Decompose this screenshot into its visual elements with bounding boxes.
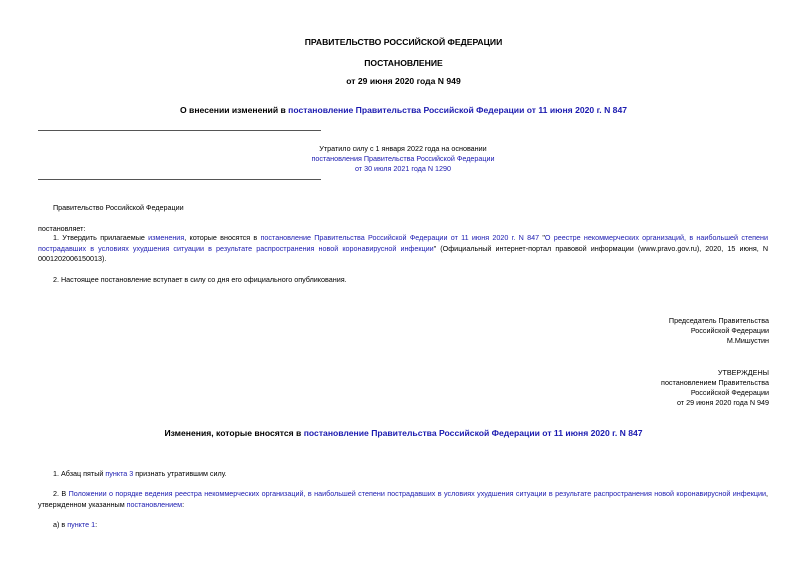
document-date: от 29 июня 2020 года N 949 xyxy=(346,76,461,86)
point-3-link[interactable]: пункта 3 xyxy=(105,469,134,478)
approved-line3: Российской Федерации xyxy=(690,388,769,397)
paragraph-1-text-d: " (Официальный интернет-портал правовой информации (www.pravo.gov.ru), 2020, 15 июня, N 0001202006150013). xyxy=(38,243,769,263)
signature-line3: М.Мишустин xyxy=(726,336,769,345)
divider-top xyxy=(38,130,321,131)
changes-title-link[interactable]: постановление Правительства Российской Федерации от 11 июня 2020 г. N 847 xyxy=(303,428,643,438)
paragraph-1-text-c: " xyxy=(539,233,545,242)
paragraph-1-text-b: , которые вносятся в xyxy=(184,233,261,242)
registry-title-link[interactable]: О реестре некоммерческих организаций, в наибольшей степени пострадавших в условиях ухудшения ситуации в результате распространения новой коронавирусной инфекции xyxy=(38,233,768,253)
signature-line1: Председатель Правительства xyxy=(668,316,769,325)
paragraph-2: 2. Настоящее постановление вступает в силу со дня его официального опубликования. xyxy=(53,275,347,284)
regulation-link[interactable]: Положении о порядке ведения реестра некоммерческих организаций, в наибольшей степени пострадавших в условиях ухудшения ситуации в результате распространения новой коронавирусной инфекции xyxy=(68,489,766,498)
document-title xyxy=(0,105,807,115)
paragraph-1-text-a: 1. Утвердить прилагаемые xyxy=(53,233,149,242)
approved-line4: от 29 июня 2020 года N 949 xyxy=(676,398,769,407)
document-title-text: О внесении изменений в xyxy=(179,105,289,115)
decree-word: постановляет: xyxy=(38,224,86,233)
change-item-2-text-a: 2. В xyxy=(53,489,69,498)
intro-text: Правительство Российской Федерации xyxy=(53,203,184,212)
change-item-a xyxy=(53,520,97,530)
approved-line2: постановлением Правительства xyxy=(661,378,769,387)
approved-line1: УТВЕРЖДЕНЫ xyxy=(717,368,769,377)
status-note-line1: Утратило силу с 1 января 2022 года на основании xyxy=(319,144,487,153)
change-item-1 xyxy=(53,469,227,479)
change-item-2 xyxy=(38,489,768,510)
change-item-2-text-b: , утвержденном указанным xyxy=(38,489,768,509)
changes-title-text: Изменения, которые вносятся в xyxy=(164,428,304,438)
resolution-847-link[interactable]: постановление Правительства Российской Федерации от 11 июня 2020 г. N 847 xyxy=(260,233,540,242)
change-item-1-text-b: признать утратившим силу. xyxy=(133,469,227,478)
status-note-link-line3[interactable]: от 30 июля 2021 года N 1290 xyxy=(354,164,452,173)
changes-title xyxy=(0,428,807,438)
point-1-link[interactable]: пункте 1 xyxy=(67,520,96,529)
paragraph-1 xyxy=(38,233,768,265)
change-item-a-text-b: : xyxy=(95,520,98,529)
divider-bottom xyxy=(38,179,321,180)
government-heading: ПРАВИТЕЛЬСТВО РОССИЙСКОЙ ФЕДЕРАЦИИ xyxy=(304,37,503,47)
change-item-2-text-c: : xyxy=(182,499,185,509)
title-link[interactable]: постановление Правительства Российской Федерации от 11 июня 2020 г. N 847 xyxy=(288,105,627,115)
change-item-1-text-a: 1. Абзац пятый xyxy=(53,469,106,478)
signature-line2: Российской Федерации xyxy=(690,326,769,335)
resolution-link[interactable]: постановлением xyxy=(126,499,183,509)
status-note-link-line2[interactable]: постановления Правительства Российской Федерации xyxy=(311,154,495,163)
changes-link[interactable]: изменения xyxy=(148,233,185,242)
document-type: ПОСТАНОВЛЕНИЕ xyxy=(364,58,443,68)
change-item-a-text-a: а) в xyxy=(53,520,68,529)
